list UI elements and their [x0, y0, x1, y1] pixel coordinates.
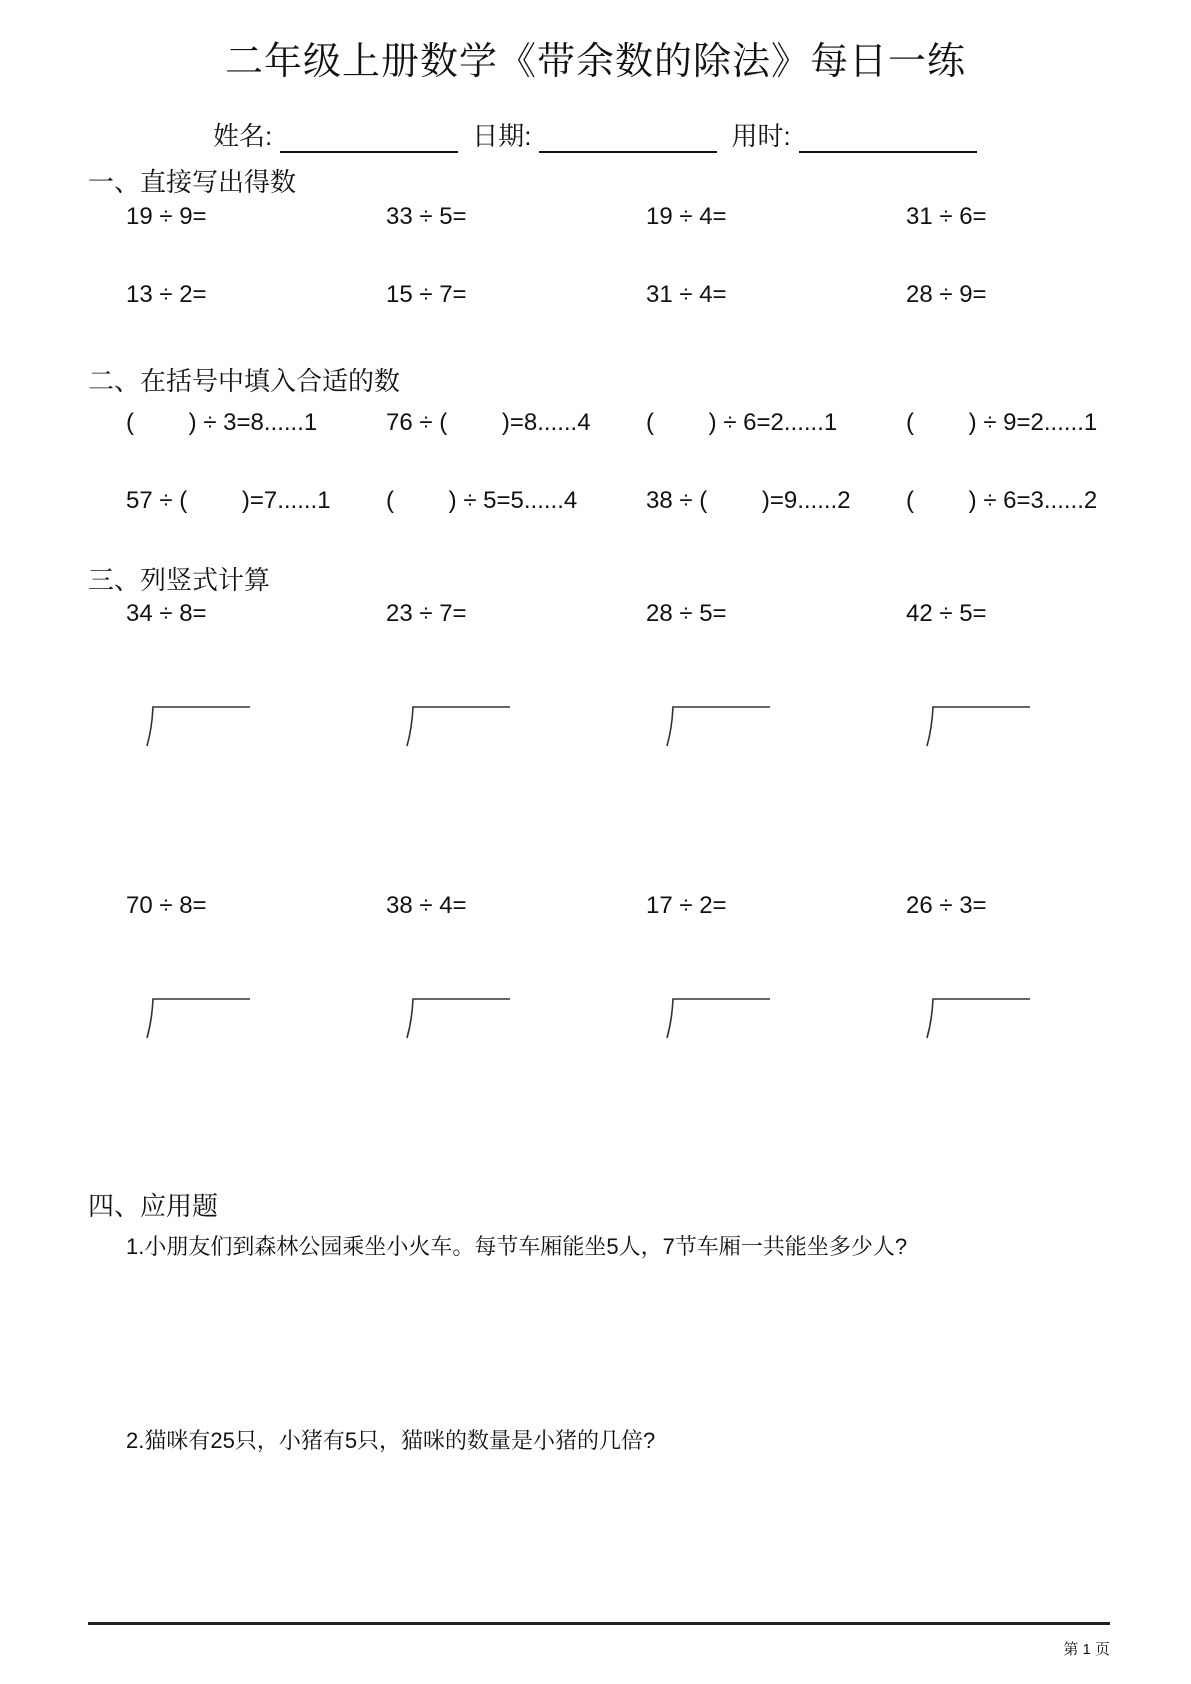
fill-blank-problem: ( ) ÷ 6=3......2	[906, 487, 1098, 514]
long-division-bracket-icon	[666, 706, 771, 748]
footer-divider	[88, 1622, 1110, 1625]
oral-problem: 31 ÷ 4=	[646, 281, 727, 308]
page-title: 二年级上册数学《带余数的除法》每日一练	[224, 41, 966, 83]
section-3-title: 三、列竖式计算	[88, 565, 271, 595]
name-label: 姓名:	[213, 121, 273, 151]
section-2-title: 二、在括号中填入合适的数	[88, 366, 401, 396]
fill-blank-problem: 76 ÷ ( )=8......4	[386, 409, 591, 436]
vertical-calc-problem: 38 ÷ 4=	[386, 892, 467, 919]
vertical-calc-problem: 42 ÷ 5=	[906, 600, 987, 627]
long-division-bracket-icon	[926, 706, 1031, 748]
oral-problem: 15 ÷ 7=	[386, 281, 467, 308]
fill-blank-problem: 57 ÷ ( )=7......1	[126, 487, 331, 514]
vertical-calc-problem: 28 ÷ 5=	[646, 600, 727, 627]
long-division-bracket-icon	[926, 998, 1031, 1040]
fill-blank-problem: 38 ÷ ( )=9......2	[646, 487, 851, 514]
vertical-calc-problem: 34 ÷ 8=	[126, 600, 207, 627]
long-division-bracket-icon	[406, 706, 511, 748]
long-division-bracket-icon	[146, 706, 251, 748]
oral-problem: 33 ÷ 5=	[386, 203, 467, 230]
word-problem-2: 2.猫咪有25只，小猪有5只，猫咪的数量是小猪的几倍?	[126, 1428, 656, 1453]
long-division-bracket-icon	[146, 998, 251, 1040]
fill-blank-problem: ( ) ÷ 3=8......1	[126, 409, 318, 436]
vertical-calc-problem: 23 ÷ 7=	[386, 600, 467, 627]
vertical-calc-problem: 17 ÷ 2=	[646, 892, 727, 919]
fill-blank-problem: ( ) ÷ 6=2......1	[646, 409, 838, 436]
vertical-calc-problem: 26 ÷ 3=	[906, 892, 987, 919]
section-4-title: 四、应用题	[88, 1191, 219, 1221]
oral-problem: 13 ÷ 2=	[126, 281, 207, 308]
word-problem-1: 1.小朋友们到森林公园乘坐小火车。每节车厢能坐5人，7节车厢一共能坐多少人?	[126, 1234, 908, 1259]
oral-problem: 19 ÷ 4=	[646, 203, 727, 230]
page-number: 第 1 页	[1063, 1641, 1110, 1658]
date-label: 日期:	[472, 121, 532, 151]
fill-blank-problem: ( ) ÷ 5=5......4	[386, 487, 578, 514]
fill-blank-problem: ( ) ÷ 9=2......1	[906, 409, 1098, 436]
name-blank[interactable]	[280, 127, 458, 153]
oral-problem: 28 ÷ 9=	[906, 281, 987, 308]
vertical-calc-problem: 70 ÷ 8=	[126, 892, 207, 919]
oral-problem: 31 ÷ 6=	[906, 203, 987, 230]
long-division-bracket-icon	[666, 998, 771, 1040]
date-blank[interactable]	[539, 127, 717, 153]
oral-problem: 19 ÷ 9=	[126, 203, 207, 230]
time-blank[interactable]	[799, 127, 977, 153]
student-info-row	[213, 116, 991, 153]
section-1-title: 一、直接写出得数	[88, 167, 297, 197]
long-division-bracket-icon	[406, 998, 511, 1040]
time-label: 用时:	[731, 121, 791, 151]
